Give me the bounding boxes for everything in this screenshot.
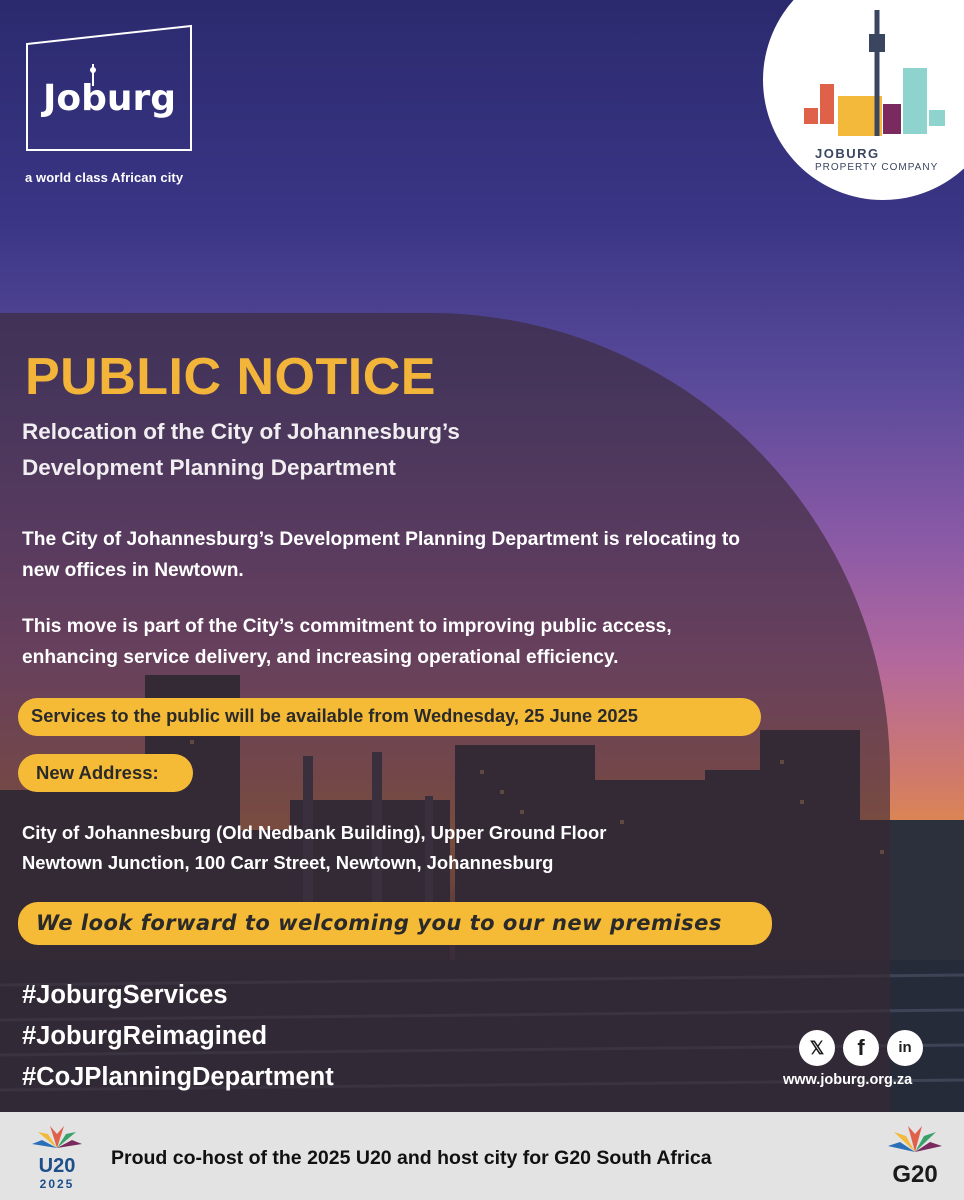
notice-subtitle: [22, 414, 622, 486]
welcome-banner: We look forward to welcoming you to our new premises: [18, 902, 772, 945]
g20-logo: [880, 1120, 950, 1192]
u20-year: 2025: [39, 1177, 75, 1191]
hashtag-item[interactable]: #JoburgReimagined: [22, 1022, 268, 1050]
address-line2: Newtown Junction, 100 Carr Street, Newtown, Johannesburg: [22, 852, 554, 873]
notice-subtitle-line1: Relocation of the City of Johannesburg’s: [22, 419, 460, 444]
joburg-logo: [25, 24, 193, 152]
logo-tagline: a world class African city: [25, 170, 184, 185]
footer-cohost-text: Proud co-host of the 2025 U20 and host city for G20 South Africa: [111, 1147, 712, 1169]
notice-title: PUBLIC NOTICE: [25, 348, 436, 406]
new-address-label: New Address:: [18, 754, 193, 792]
hashtag-item[interactable]: #CoJPlanningDepartment: [22, 1063, 334, 1091]
notice-paragraph-1: The City of Johannesburg’s Development Planning Department is relocating to new offices in Newtown.: [22, 529, 740, 581]
linkedin-icon[interactable]: in: [887, 1030, 923, 1066]
website-link[interactable]: www.joburg.org.za: [783, 1072, 913, 1088]
notice-subtitle-line2: Development Planning Department: [22, 455, 396, 480]
notice-paragraph-2-line1: This move is part of the City’s commitment to improving public access,: [22, 616, 672, 637]
hashtag-list: [22, 975, 334, 1098]
address-line1: City of Johannesburg (Old Nedbank Building), Upper Ground Floor: [22, 822, 607, 843]
g20-text: G20: [892, 1161, 938, 1188]
facebook-icon[interactable]: f: [843, 1030, 879, 1066]
u20-logo: [22, 1120, 92, 1192]
u20-text: U20: [38, 1155, 76, 1177]
joburg-logo-text: Joburg: [43, 78, 177, 119]
new-address: [22, 818, 742, 878]
jpc-logo-graphic: [800, 8, 950, 138]
services-date-banner: Services to the public will be available from Wednesday, 25 June 2025: [18, 698, 761, 736]
jpc-name: JOBURG: [815, 146, 880, 161]
x-twitter-icon[interactable]: 𝕏: [799, 1030, 835, 1066]
hashtag-item[interactable]: #JoburgServices: [22, 981, 228, 1009]
jpc-subtitle: PROPERTY COMPANY: [815, 162, 939, 173]
notice-paragraph-2-line2: enhancing service delivery, and increasing operational efficiency.: [22, 647, 619, 668]
notice-paragraph-2: [22, 611, 762, 673]
